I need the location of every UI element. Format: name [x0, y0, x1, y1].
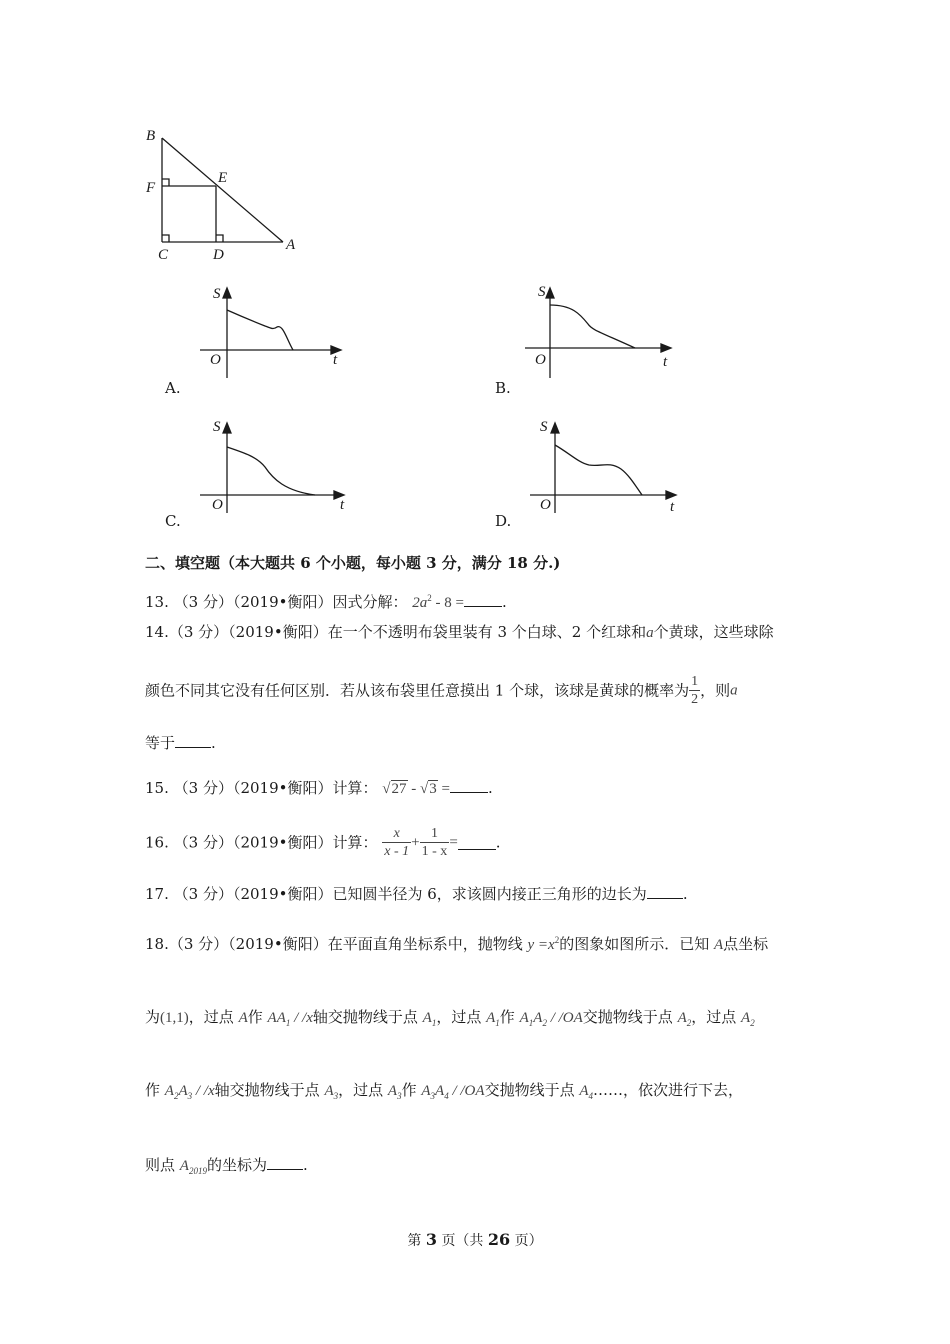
- question-13: 13. （3 分）（2019•衡阳）因式分解： $2a^2 - 8$ = .: [145, 593, 507, 611]
- option-label-d[interactable]: D.: [495, 512, 512, 530]
- label-A: A: [286, 237, 296, 253]
- option-label-a[interactable]: A.: [165, 379, 181, 397]
- label-D: D: [213, 247, 224, 263]
- axis-x-label: t: [663, 354, 668, 370]
- axis-y-label: S: [538, 284, 546, 300]
- option-graph-d: [525, 415, 685, 525]
- option-graph-a: [195, 280, 355, 390]
- axis-x-label: t: [340, 497, 345, 513]
- answer-blank[interactable]: [450, 778, 488, 793]
- origin-label: O: [540, 497, 551, 513]
- fraction: $\frac{1}{1 - x}$: [421, 826, 448, 859]
- origin-label: O: [535, 352, 546, 368]
- page-footer: 第 3 页（共 26 页）: [407, 1230, 543, 1249]
- question-18-line4: 则点 $A_{2019}$的坐标为 .: [145, 1156, 308, 1176]
- label-B: B: [146, 128, 156, 144]
- question-17: 17. （3 分）（2019•衡阳）已知圆半径为 6，求该圆内接正三角形的边长为 .: [145, 885, 688, 903]
- option-graph-b: [520, 280, 680, 390]
- answer-blank[interactable]: [267, 1155, 303, 1170]
- answer-blank[interactable]: [464, 592, 502, 607]
- axis-y-label: S: [540, 419, 548, 435]
- label-E: E: [218, 170, 228, 186]
- origin-label: O: [210, 352, 221, 368]
- question-14-line1: 14.（3 分）（2019•衡阳）在一个不透明布袋里装有 3 个白球、2 个红球和a个黄球，这些球除: [145, 623, 774, 641]
- axis-y-label: S: [213, 286, 221, 302]
- axis-x-label: t: [670, 499, 675, 515]
- question-18-line1: 18.（3 分）（2019•衡阳）在平面直角坐标系中，抛物线 $y =x^2$的图象如图所示．已知 A点坐标: [145, 935, 769, 953]
- fraction: $\frac{1}{2}$: [691, 674, 699, 707]
- origin-label: O: [212, 497, 223, 513]
- question-16: 16. （3 分）（2019•衡阳）计算： $\frac{x}{x - 1}$ + $\frac{1}{1 - x}$ = .: [145, 826, 501, 859]
- option-graph-c: [195, 415, 355, 525]
- option-label-c[interactable]: C.: [165, 512, 181, 530]
- label-C: C: [158, 247, 169, 263]
- axis-y-label: S: [213, 419, 221, 435]
- fraction: $\frac{x}{x - 1}$: [384, 826, 410, 859]
- answer-blank[interactable]: [647, 884, 683, 899]
- section-title: 二、填空题（本大题共 6 个小题，每小题 3 分，满分 18 分.): [145, 554, 561, 572]
- question-14-line2: 颜色不同其它没有任何区别．若从该布袋里任意摸出 1 个球，该球是黄球的概率为 $\frac{1}{2}$ ，则a: [145, 674, 738, 707]
- question-15: 15. （3 分）（2019•衡阳）计算： √27 - √3 = .: [145, 779, 493, 797]
- question-18-line2: 为(1,1)，过点 A作 $AA_1 / /x$轴交抛物线于点 $A_1$，过点 $A_1$作 $A_1A_2 / /OA$交抛物线于点 $A_2$，过点 $A_2$: [145, 1008, 755, 1028]
- question-18-line3: 作 $A_2A_3 / /x$轴交抛物线于点 $A_3$，过点 $A_3$作 $A_3A_4 / /OA$交抛物线于点 $A_4\dots\dots$，依次进行下去，: [145, 1081, 744, 1101]
- label-F: F: [146, 180, 156, 196]
- question-14-line3: 等于 .: [145, 734, 216, 752]
- answer-blank[interactable]: [175, 733, 211, 748]
- triangle-figure: [140, 120, 310, 265]
- answer-blank[interactable]: [458, 835, 496, 850]
- axis-x-label: t: [333, 352, 338, 368]
- option-label-b[interactable]: B.: [495, 379, 511, 397]
